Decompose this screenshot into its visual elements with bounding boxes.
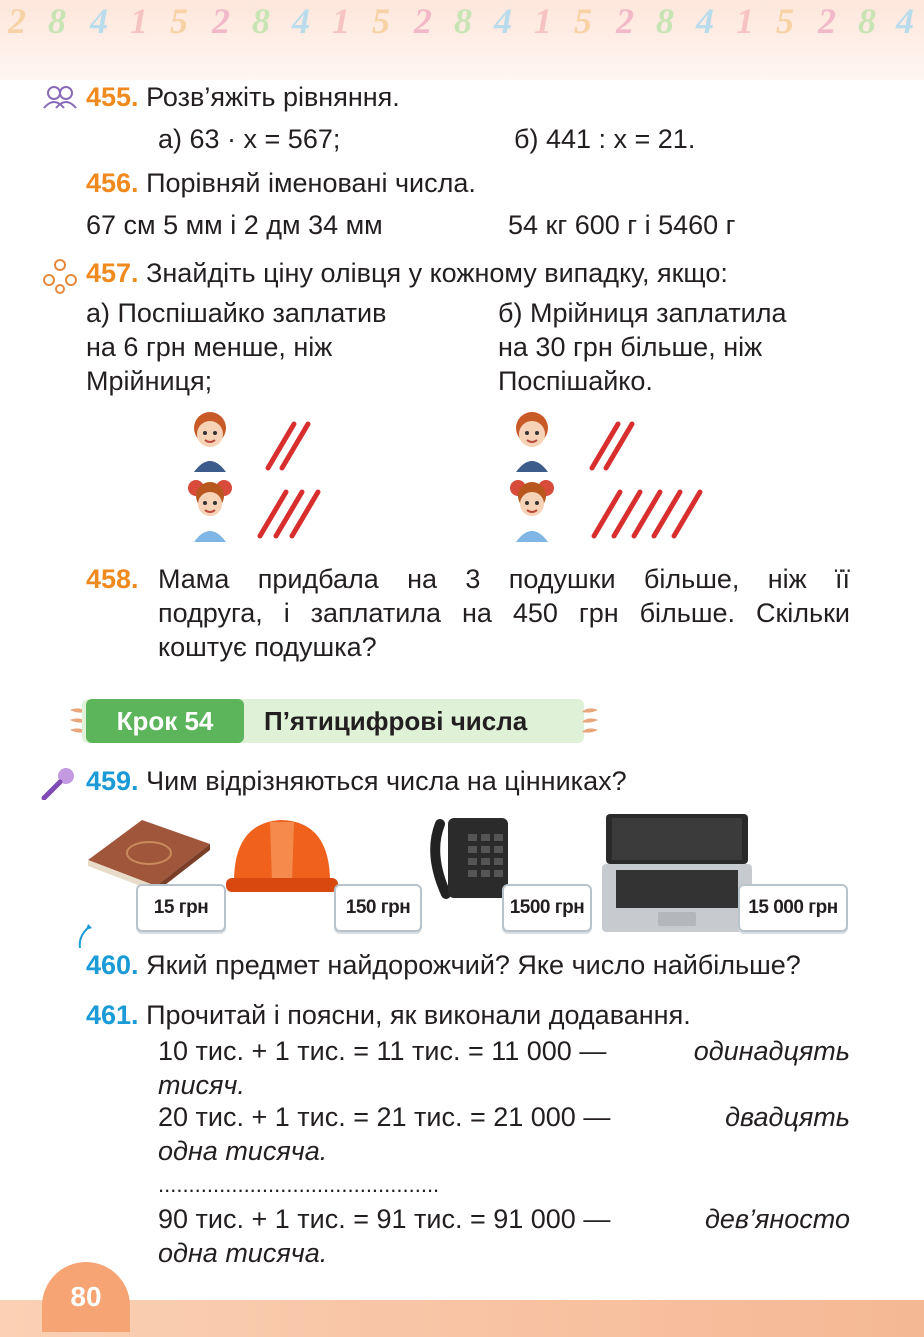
task-number: 459. — [86, 766, 139, 796]
pencils — [260, 424, 318, 536]
price-tag: 15 000 грн — [738, 884, 848, 932]
case-b-illustration — [510, 406, 720, 546]
decor-digit: 8 — [656, 1, 674, 41]
task-458-line: коштує подушка? — [158, 632, 377, 662]
decor-digit: 8 — [454, 1, 472, 41]
number-in-words: одна тисяча. — [158, 1136, 328, 1166]
case-a-line: а) Поспішайко заплатив — [86, 298, 387, 328]
decor-digit: 8 — [48, 1, 66, 41]
equation-a: а) 63 · x = 567; — [158, 124, 341, 154]
hard-hat-image — [226, 812, 338, 898]
step-number: Крок 54 — [86, 699, 244, 743]
number-in-words: одинадцять — [693, 1036, 850, 1066]
price-tag: 150 грн — [334, 884, 422, 932]
task-title: Прочитай і поясни, як виконали додавання. — [146, 1000, 691, 1030]
price-tag: 15 грн — [136, 884, 226, 932]
task-457-heading — [86, 256, 728, 290]
header-decor-band — [0, 0, 924, 80]
comparison-left: 67 см 5 мм і 2 дм 34 мм — [86, 210, 383, 240]
decor-digit: 4 — [896, 1, 914, 41]
decor-digit: 2 — [414, 1, 432, 41]
step-title: П’ятицифрові числа — [264, 706, 528, 736]
comparison-right: 54 кг 600 г і 5460 г — [508, 210, 736, 240]
pencil-mark-icon — [74, 922, 96, 950]
equation-row — [158, 1202, 850, 1236]
decor-digit: 8 — [252, 1, 270, 41]
task-456-heading — [86, 166, 476, 200]
task-458-line: подруга, і заплатила на 450 грн більше. Скільки — [158, 598, 850, 628]
task-number: 456. — [86, 168, 139, 198]
decor-digit: 2 — [8, 1, 26, 41]
task-461-heading — [86, 998, 691, 1032]
price-tag: 1500 грн — [502, 884, 592, 932]
boy-avatar — [194, 412, 226, 472]
task-number: 461. — [86, 1000, 139, 1030]
dotted-placeholder: .............................................. — [158, 1172, 440, 1197]
task-title: Знайдіть ціну олівця у кожному випадку, якщо: — [146, 258, 728, 288]
task-459-heading — [86, 764, 627, 798]
task-title: Розв’яжіть рівняння. — [146, 82, 400, 112]
task-458-number — [86, 562, 139, 596]
girl-avatar — [188, 480, 232, 542]
number-in-words: тисяч. — [158, 1070, 245, 1100]
task-455-heading — [86, 80, 400, 114]
group-work-icon — [42, 258, 78, 294]
footer-band — [0, 1300, 924, 1337]
decor-digit: 5 — [372, 1, 390, 41]
decor-digit: 4 — [90, 1, 108, 41]
wheat-ornament-icon — [576, 704, 602, 738]
task-title: Який предмет найдорожчий? Яке число найбільше? — [146, 950, 801, 980]
task-number: 457. — [86, 258, 139, 288]
laptop-image — [602, 812, 752, 934]
decor-digit: 5 — [170, 1, 188, 41]
equation: 90 тис. + 1 тис. = 91 тис. = 91 000 — — [158, 1204, 611, 1234]
task-460-heading — [86, 948, 801, 982]
number-in-words: дев’яносто — [704, 1204, 850, 1234]
case-a-line: на 6 грн менше, ніж — [86, 332, 333, 362]
decor-digit: 2 — [616, 1, 634, 41]
decor-digit: 4 — [494, 1, 512, 41]
girl-avatar — [510, 480, 554, 542]
task-number: 460. — [86, 950, 139, 980]
equation: 10 тис. + 1 тис. = 11 тис. = 11 000 — — [158, 1036, 607, 1066]
case-b-line: б) Мрійниця заплатила — [498, 298, 787, 328]
task-number: 455. — [86, 82, 139, 112]
task-title: Порівняй іменовані числа. — [146, 168, 476, 198]
book-image — [84, 816, 214, 892]
case-a-illustration — [188, 406, 338, 546]
decor-digit: 1 — [130, 1, 148, 41]
decor-digit: 5 — [776, 1, 794, 41]
pencils — [592, 424, 700, 536]
microphone-icon — [40, 766, 76, 800]
number-in-words: одна тисяча. — [158, 1238, 328, 1268]
equation-row — [158, 1100, 850, 1134]
decor-digit: 4 — [696, 1, 714, 41]
task-number: 458. — [86, 564, 139, 594]
task-title: Чим відрізняються числа на цінниках? — [146, 766, 627, 796]
case-a-line: Мрійниця; — [86, 366, 213, 396]
page-number: 80 — [42, 1262, 130, 1332]
decor-digit: 1 — [534, 1, 552, 41]
decor-digit: 2 — [212, 1, 230, 41]
case-b-line: на 30 грн більше, ніж — [498, 332, 763, 362]
decor-digit: 1 — [736, 1, 754, 41]
telephone-image — [428, 814, 512, 902]
task-458-line: Мама придбала на 3 подушки більше, ніж її — [158, 564, 850, 594]
decor-digit: 5 — [574, 1, 592, 41]
decor-digit: 2 — [818, 1, 836, 41]
decor-digit: 8 — [858, 1, 876, 41]
equation-b: б) 441 : x = 21. — [514, 124, 696, 154]
equation: 20 тис. + 1 тис. = 21 тис. = 21 000 — — [158, 1102, 611, 1132]
number-in-words: двадцять — [725, 1102, 850, 1132]
equation-row — [158, 1034, 850, 1068]
case-b-line: Поспішайко. — [498, 366, 653, 396]
boy-avatar — [516, 412, 548, 472]
decor-digit: 4 — [292, 1, 310, 41]
decor-digit: 1 — [332, 1, 350, 41]
pair-work-icon — [42, 84, 78, 110]
